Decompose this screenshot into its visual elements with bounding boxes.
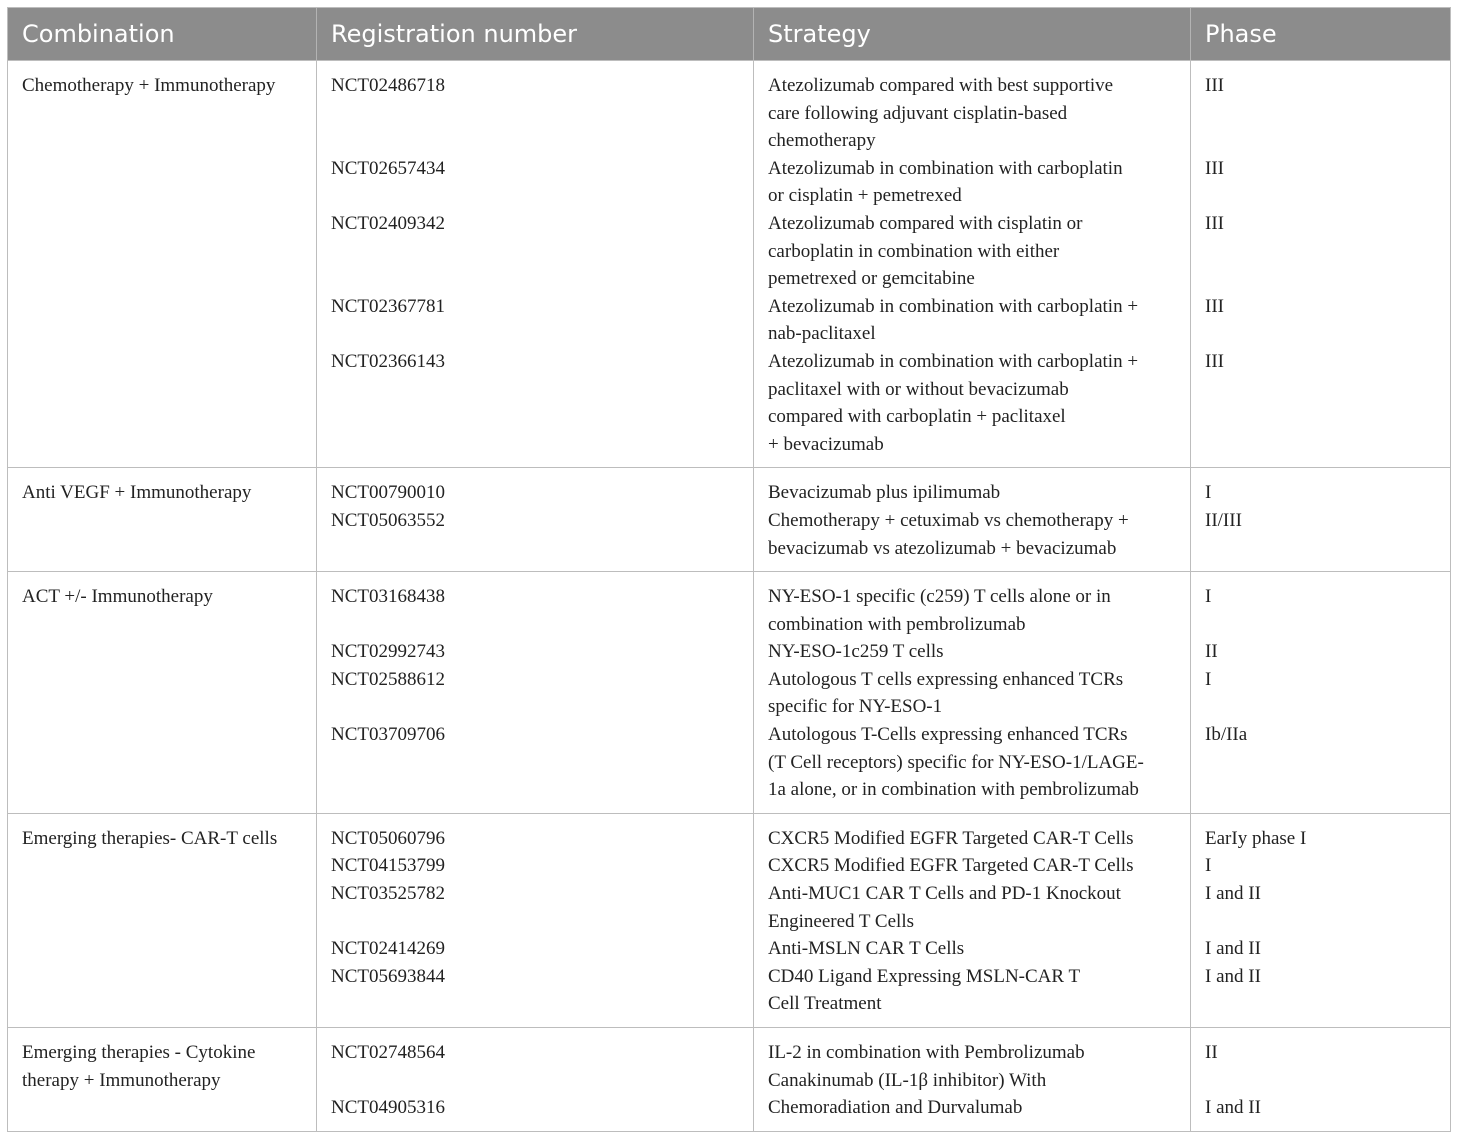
registration-line: NCT02367781 xyxy=(331,295,445,317)
phase-line: I and II xyxy=(1205,938,1261,960)
registration-line xyxy=(331,320,745,348)
phase-line: I xyxy=(1205,855,1212,877)
phase-line xyxy=(1205,431,1442,459)
strategy-line: CXCR5 Modified EGFR Targeted CAR-T Cells xyxy=(768,827,1134,849)
phase-line xyxy=(1205,990,1442,1018)
strategy-line: Anti-MUC1 CAR T Cells and PD-1 Knockout xyxy=(768,883,1121,905)
strategy-line: Canakinumab (IL-1β inhibitor) With xyxy=(768,1069,1047,1091)
strategy-line: Atezolizumab in combination with carboplatin + xyxy=(768,295,1139,317)
registration-line: NCT02366143 xyxy=(331,350,445,372)
strategy-line: Atezolizumab compared with best supportive xyxy=(768,75,1114,96)
combination-line: Anti VEGF + Immunotherapy xyxy=(22,482,252,504)
phase-cell xyxy=(1191,572,1450,813)
registration-line: NCT00790010 xyxy=(331,482,445,504)
phase-line xyxy=(1205,403,1442,431)
registration-line: NCT04153799 xyxy=(331,855,445,877)
table-row xyxy=(8,1027,1450,1131)
phase-line xyxy=(1205,749,1442,777)
phase-line: I xyxy=(1205,586,1212,608)
registration-line: NCT03709706 xyxy=(331,724,445,746)
phase-cell xyxy=(1191,468,1450,571)
combination-line: therapy + Immunotherapy xyxy=(22,1069,221,1091)
header-registration-number: Registration number xyxy=(317,8,754,60)
registration-cell xyxy=(317,1028,754,1131)
table-row xyxy=(8,813,1450,1027)
strategy-cell xyxy=(754,572,1191,813)
registration-line: NCT02748564 xyxy=(331,1042,445,1063)
strategy-line: bevacizumab vs atezolizumab + bevacizumab xyxy=(768,537,1117,559)
registration-line xyxy=(331,431,745,459)
strategy-cell xyxy=(754,468,1191,571)
strategy-line: carboplatin in combination with either xyxy=(768,240,1060,262)
phase-line: EarIy phase I xyxy=(1205,827,1307,849)
phase-line xyxy=(1205,776,1442,804)
registration-line xyxy=(331,376,745,404)
registration-line: NCT02992743 xyxy=(331,641,445,663)
phase-cell xyxy=(1191,61,1450,467)
registration-line: NCT02409342 xyxy=(331,212,445,234)
registration-cell xyxy=(317,61,754,467)
registration-line xyxy=(331,990,745,1018)
phase-line xyxy=(1205,1067,1442,1095)
strategy-line: Autologous T cells expressing enhanced TCRs xyxy=(768,668,1124,690)
table-row xyxy=(8,571,1450,813)
phase-line: II xyxy=(1205,641,1218,663)
phase-line xyxy=(1205,238,1442,266)
registration-line xyxy=(331,100,745,128)
registration-cell xyxy=(317,572,754,813)
strategy-line: Engineered T Cells xyxy=(768,910,914,932)
registration-line xyxy=(331,1067,745,1095)
phase-line xyxy=(1205,182,1442,210)
combination-line: Emerging therapies - Cytokine xyxy=(22,1042,256,1063)
strategy-line: 1a alone, or in combination with pembrolizumab xyxy=(768,779,1139,801)
registration-line: NCT02486718 xyxy=(331,75,445,96)
phase-line: II/III xyxy=(1205,509,1242,531)
phase-line xyxy=(1205,265,1442,293)
phase-line xyxy=(1205,611,1442,639)
strategy-line: NY-ESO-1c259 T cells xyxy=(768,641,944,663)
registration-cell xyxy=(317,468,754,571)
table-row xyxy=(8,467,1450,571)
strategy-line: NY-ESO-1 specific (c259) T cells alone or in xyxy=(768,586,1111,608)
registration-line xyxy=(331,535,745,563)
strategy-line: IL-2 in combination with Pembrolizumab xyxy=(768,1042,1085,1063)
registration-line: NCT05063552 xyxy=(331,509,445,531)
registration-line xyxy=(331,403,745,431)
registration-line: NCT02588612 xyxy=(331,668,445,690)
registration-cell xyxy=(317,814,754,1027)
registration-line: NCT04905316 xyxy=(331,1097,445,1119)
strategy-line: chemotherapy xyxy=(768,130,876,152)
combination-line: Emerging therapies- CAR-T cells xyxy=(22,827,278,849)
strategy-line: paclitaxel with or without bevacizumab xyxy=(768,378,1069,400)
registration-line xyxy=(331,776,745,804)
strategy-line: Atezolizumab compared with cisplatin or xyxy=(768,212,1083,234)
phase-line: I xyxy=(1205,482,1212,504)
strategy-line: nab-paclitaxel xyxy=(768,323,876,345)
strategy-line: or cisplatin + pemetrexed xyxy=(768,185,962,207)
header-phase: Phase xyxy=(1205,20,1277,48)
combination-cell xyxy=(8,814,317,1027)
registration-line xyxy=(331,265,745,293)
phase-line: I and II xyxy=(1205,883,1261,905)
phase-line xyxy=(1205,100,1442,128)
combination-line: ACT +/- Immunotherapy xyxy=(22,586,213,608)
strategy-line: compared with carboplatin + paclitaxel xyxy=(768,406,1066,428)
registration-line: NCT03525782 xyxy=(331,883,445,905)
phase-line xyxy=(1205,376,1442,404)
table-header-row xyxy=(8,8,1450,60)
phase-line: Ib/IIa xyxy=(1205,724,1248,746)
registration-line: NCT02657434 xyxy=(331,157,445,179)
combination-cell xyxy=(8,572,317,813)
combination-cell xyxy=(8,61,317,467)
strategy-line: CD40 Ligand Expressing MSLN-CAR T xyxy=(768,965,1081,987)
phase-line: I and II xyxy=(1205,1097,1261,1119)
phase-line: III xyxy=(1205,212,1224,234)
strategy-line: pemetrexed or gemcitabine xyxy=(768,268,975,290)
phase-line: III xyxy=(1205,157,1224,179)
registration-line: NCT05060796 xyxy=(331,827,445,849)
strategy-line: combination with pembrolizumab xyxy=(768,613,1026,635)
combination-cell xyxy=(8,468,317,571)
phase-line: III xyxy=(1205,75,1224,96)
strategy-line: Atezolizumab in combination with carboplatin xyxy=(768,157,1123,179)
strategy-cell xyxy=(754,814,1191,1027)
strategy-line: + bevacizumab xyxy=(768,433,884,455)
strategy-line: care following adjuvant cisplatin-based xyxy=(768,102,1068,124)
phase-line xyxy=(1205,127,1442,155)
table-row xyxy=(8,60,1450,467)
strategy-line: Chemotherapy + cetuximab vs chemotherapy + xyxy=(768,509,1129,531)
phase-cell xyxy=(1191,1028,1450,1131)
strategy-line: Autologous T-Cells expressing enhanced TCRs xyxy=(768,724,1128,746)
registration-line xyxy=(331,127,745,155)
registration-line: NCT02414269 xyxy=(331,938,445,960)
phase-line: II xyxy=(1205,1042,1218,1063)
phase-line xyxy=(1205,535,1442,563)
strategy-line: Bevacizumab plus ipilimumab xyxy=(768,482,1001,504)
combination-cell xyxy=(8,1028,317,1131)
strategy-line: Cell Treatment xyxy=(768,993,882,1015)
registration-line xyxy=(331,611,745,639)
phase-line xyxy=(1205,320,1442,348)
header-combination: Combination xyxy=(8,8,317,60)
registration-line xyxy=(331,749,745,777)
registration-line xyxy=(331,693,745,721)
phase-line: I and II xyxy=(1205,965,1261,987)
strategy-line: Chemoradiation and Durvalumab xyxy=(768,1097,1023,1119)
strategy-line: specific for NY-ESO-1 xyxy=(768,696,943,718)
strategy-line: Anti-MSLN CAR T Cells xyxy=(768,938,965,960)
phase-line xyxy=(1205,693,1442,721)
registration-line: NCT05693844 xyxy=(331,965,445,987)
strategy-line: Atezolizumab in combination with carboplatin + xyxy=(768,350,1139,372)
strategy-line: CXCR5 Modified EGFR Targeted CAR-T Cells xyxy=(768,855,1134,877)
registration-line xyxy=(331,238,745,266)
registration-line: NCT03168438 xyxy=(331,586,445,608)
registration-line xyxy=(331,182,745,210)
strategy-cell xyxy=(754,61,1191,467)
strategy-line: (T Cell receptors) specific for NY-ESO-1/LAGE- xyxy=(768,751,1144,773)
phase-cell xyxy=(1191,814,1450,1027)
phase-line: I xyxy=(1205,668,1212,690)
phase-line: III xyxy=(1205,295,1224,317)
strategy-cell xyxy=(754,1028,1191,1131)
header-strategy: Strategy xyxy=(754,8,1191,60)
trials-table xyxy=(7,7,1451,1132)
combination-line: Chemotherapy + Immunotherapy xyxy=(22,75,276,96)
registration-line xyxy=(331,908,745,936)
phase-line xyxy=(1205,908,1442,936)
phase-line: III xyxy=(1205,350,1224,372)
